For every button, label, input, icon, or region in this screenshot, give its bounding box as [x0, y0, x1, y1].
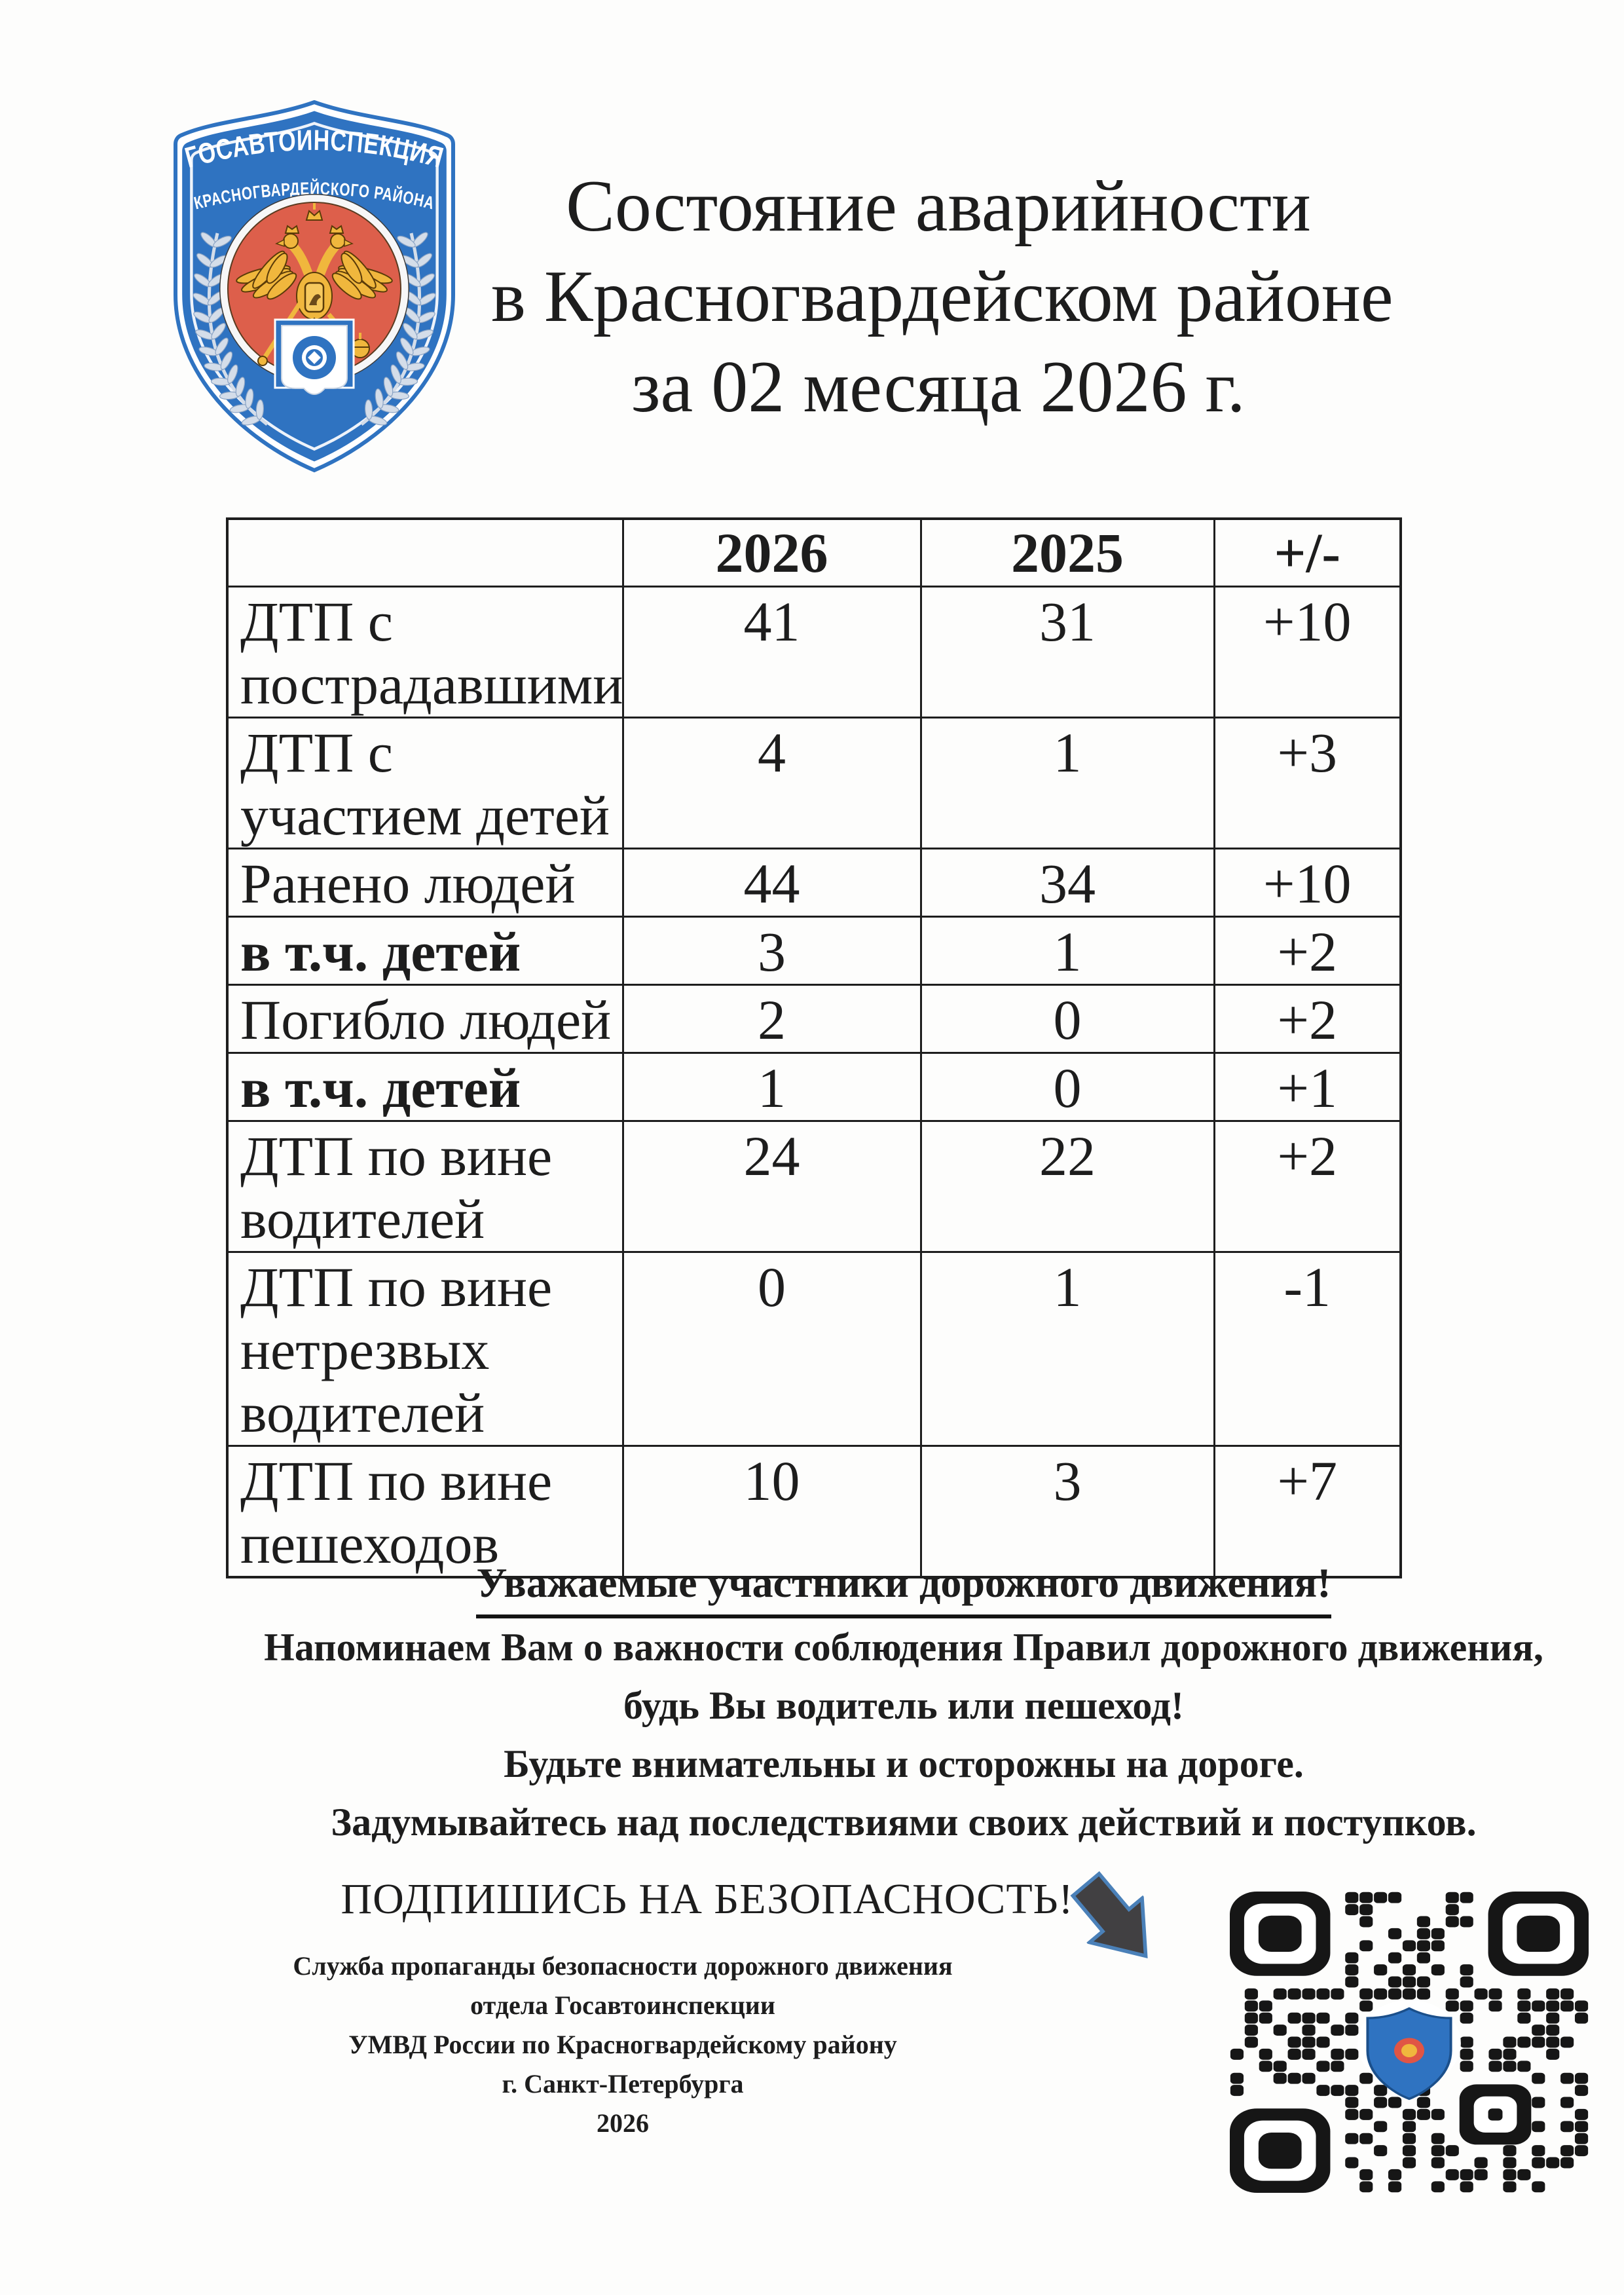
value-2026: 44: [623, 849, 921, 917]
row-label: в т.ч. детей: [227, 1053, 623, 1121]
table-header-row: [227, 519, 1401, 587]
row-label: Ранено людей: [227, 849, 623, 917]
value-2026: 2: [623, 985, 921, 1053]
value-2026: 0: [623, 1252, 921, 1446]
value-2025: 0: [921, 1053, 1214, 1121]
row-label: ДТП с пострадавшими: [227, 587, 623, 718]
signature-line: 2026: [597, 2108, 649, 2138]
accident-statistics-table: [226, 517, 1402, 1578]
table-row: [227, 917, 1401, 985]
title-line-1: Состояние аварийности: [566, 166, 1311, 247]
message-line: Задумывайтесь над последствиями своих действий и поступков.: [331, 1801, 1477, 1844]
signature-line: УМВД России по Красногвардейскому району: [348, 2030, 897, 2059]
table-row: [227, 849, 1401, 917]
table-row: [227, 1252, 1401, 1446]
value-2026: 4: [623, 718, 921, 849]
value-delta: +10: [1214, 587, 1401, 718]
badge-shield-graphic: [162, 98, 466, 475]
value-2026: 1: [623, 1053, 921, 1121]
value-delta: +2: [1214, 985, 1401, 1053]
message-line: Будьте внимательны и осторожны на дороге.: [504, 1742, 1304, 1785]
value-2025: 1: [921, 718, 1214, 849]
table-row: [227, 718, 1401, 849]
signature-block: [226, 1947, 1020, 2143]
subscribe-cta-text: ПОДПИШИСЬ НА БЕЗОПАСНОСТЬ!: [341, 1875, 1074, 1923]
value-2026: 24: [623, 1121, 921, 1252]
row-label: ДТП с участием детей: [227, 718, 623, 849]
header-2025: 2025: [921, 519, 1214, 587]
document-title: [491, 161, 1393, 432]
value-delta: +1: [1214, 1053, 1401, 1121]
table-row: [227, 1053, 1401, 1121]
value-delta: +2: [1214, 1121, 1401, 1252]
value-2026: 41: [623, 587, 921, 718]
row-label: в т.ч. детей: [227, 917, 623, 985]
badge-district-text: КРАСНОГВАРДЕЙСКОГО РАЙОНА: [192, 178, 440, 214]
value-delta: +10: [1214, 849, 1401, 917]
header-2026: 2026: [623, 519, 921, 587]
signature-line: г. Санкт-Петербурга: [502, 2069, 744, 2099]
value-2025: 22: [921, 1121, 1214, 1252]
table-row: [227, 1121, 1401, 1252]
signature-line: Служба пропаганды безопасности дорожного движения: [293, 1951, 953, 1981]
header-empty: [227, 519, 623, 587]
title-line-3: за 02 месяца 2026 г.: [631, 346, 1246, 428]
value-2025: 0: [921, 985, 1214, 1053]
table-row: [227, 587, 1401, 718]
message-heading: [196, 1554, 1611, 1618]
value-delta: -1: [1214, 1252, 1401, 1446]
value-2025: 1: [921, 1252, 1214, 1446]
badge-bottom-shield: [275, 320, 354, 394]
road-safety-message: [196, 1554, 1611, 1852]
qr-code: [1230, 1892, 1589, 2193]
row-label: ДТП по вине пешеходов: [227, 1446, 623, 1578]
header-delta: +/-: [1214, 519, 1401, 587]
badge-org-text: ГОСАВТОИНСПЕКЦИЯ: [181, 124, 452, 176]
message-heading-text: Уважаемые участники дорожного движения!: [476, 1554, 1331, 1618]
value-2026: 3: [623, 917, 921, 985]
signature-line: отдела Госавтоинспекции: [470, 1990, 775, 2020]
value-delta: +2: [1214, 917, 1401, 985]
value-2025: 3: [921, 1446, 1214, 1578]
value-2026: 10: [623, 1446, 921, 1578]
table-row: [227, 985, 1401, 1053]
row-label: ДТП по вине нетрезвых водителей: [227, 1252, 623, 1446]
traffic-police-badge: [162, 98, 466, 475]
value-delta: +3: [1214, 718, 1401, 849]
value-2025: 31: [921, 587, 1214, 718]
row-label: Погибло людей: [227, 985, 623, 1053]
value-2025: 34: [921, 849, 1214, 917]
value-delta: +7: [1214, 1446, 1401, 1578]
message-line: Напоминаем Вам о важности соблюдения Правил дорожного движения,: [264, 1626, 1543, 1669]
title-line-2: в Красногвардейском районе: [491, 256, 1393, 337]
value-2025: 1: [921, 917, 1214, 985]
row-label: ДТП по вине водителей: [227, 1121, 623, 1252]
message-line: будь Вы водитель или пешеход!: [623, 1684, 1184, 1727]
